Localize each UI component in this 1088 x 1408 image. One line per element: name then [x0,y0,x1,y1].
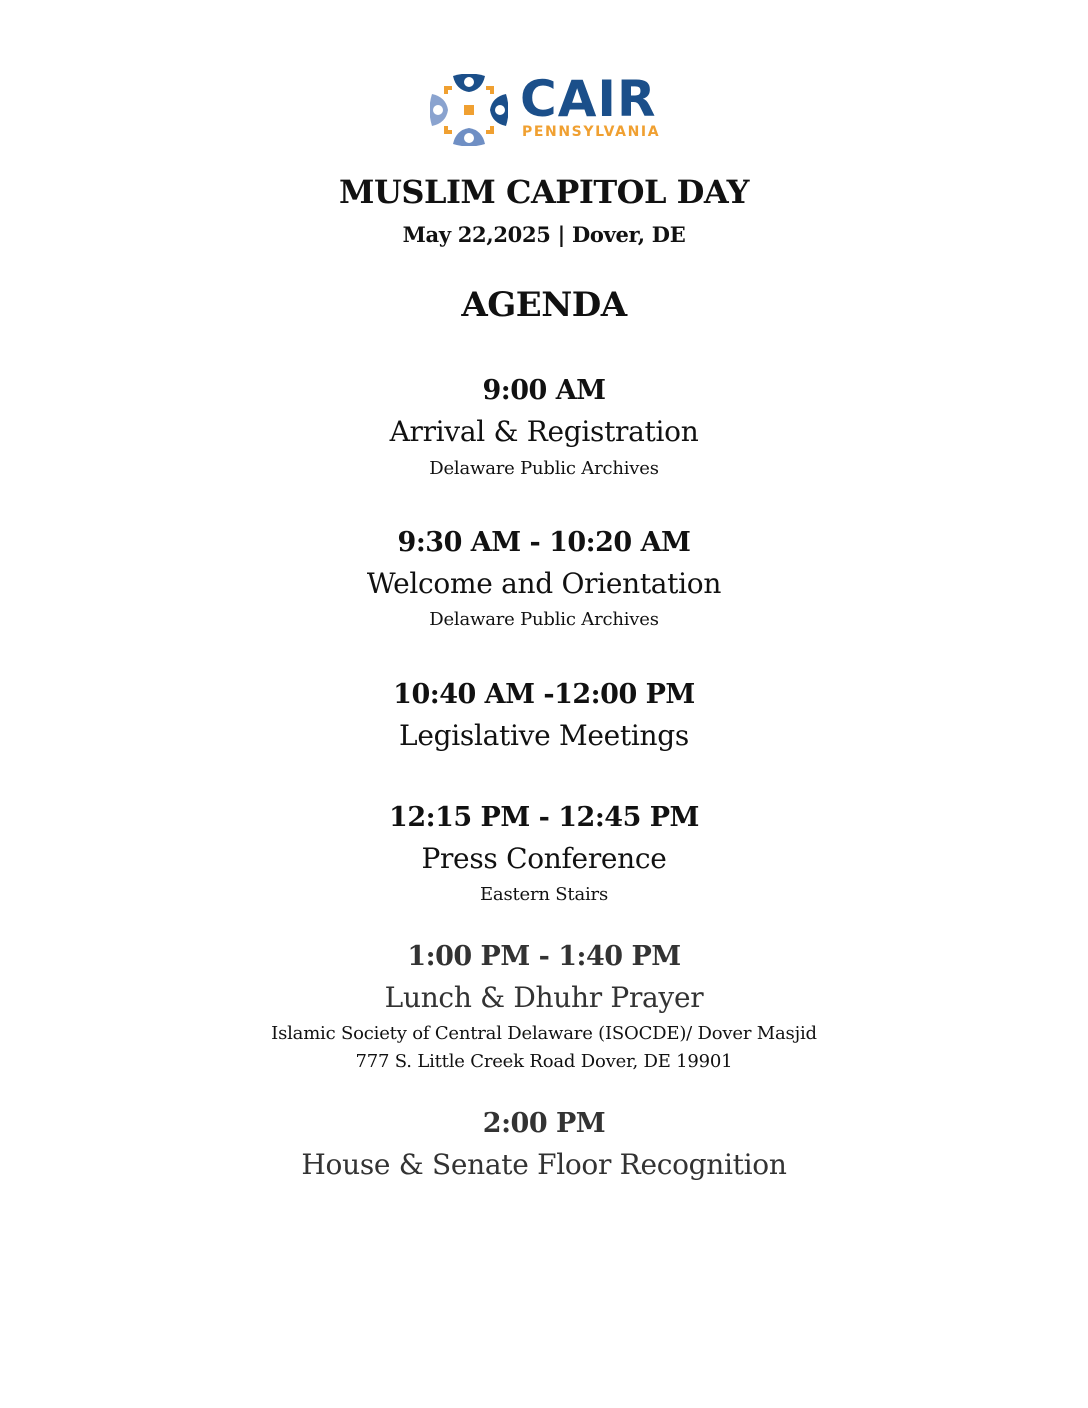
agenda-location: Delaware Public Archives [429,458,659,479]
cair-emblem-icon [430,74,508,146]
agenda-time: 9:00 AM [482,375,606,406]
agenda-event: Arrival & Registration [389,415,699,448]
agenda-time: 1:00 PM - 1:40 PM [407,941,681,972]
agenda-event: Lunch & Dhuhr Prayer [384,981,704,1014]
agenda-time: 10:40 AM -12:00 PM [393,679,695,710]
agenda-location: Islamic Society of Central Delaware (ISOCDE)/ Dover Masjid [271,1023,817,1044]
cair-pennsylvania-logo [430,70,662,146]
agenda-event: Press Conference [421,842,667,875]
agenda-event: House & Senate Floor Recognition [301,1148,787,1181]
agenda-time: 2:00 PM [482,1108,606,1139]
agenda-time: 9:30 AM - 10:20 AM [397,527,691,558]
agenda-event: Legislative Meetings [399,719,689,752]
page-title: MUSLIM CAPITOL DAY [339,173,749,211]
logo-wordmark: CAIR [520,70,657,128]
agenda-heading: AGENDA [461,285,627,325]
agenda-address: 777 S. Little Creek Road Dover, DE 19901 [355,1051,733,1072]
agenda-location: Delaware Public Archives [429,609,659,630]
event-date-location: May 22,2025 | Dover, DE [402,222,686,247]
agenda-location: Eastern Stairs [479,884,608,905]
agenda-event: Welcome and Orientation [366,567,722,600]
agenda-time: 12:15 PM - 12:45 PM [389,802,699,833]
logo-subtext: PENNSYLVANIA [522,124,661,140]
